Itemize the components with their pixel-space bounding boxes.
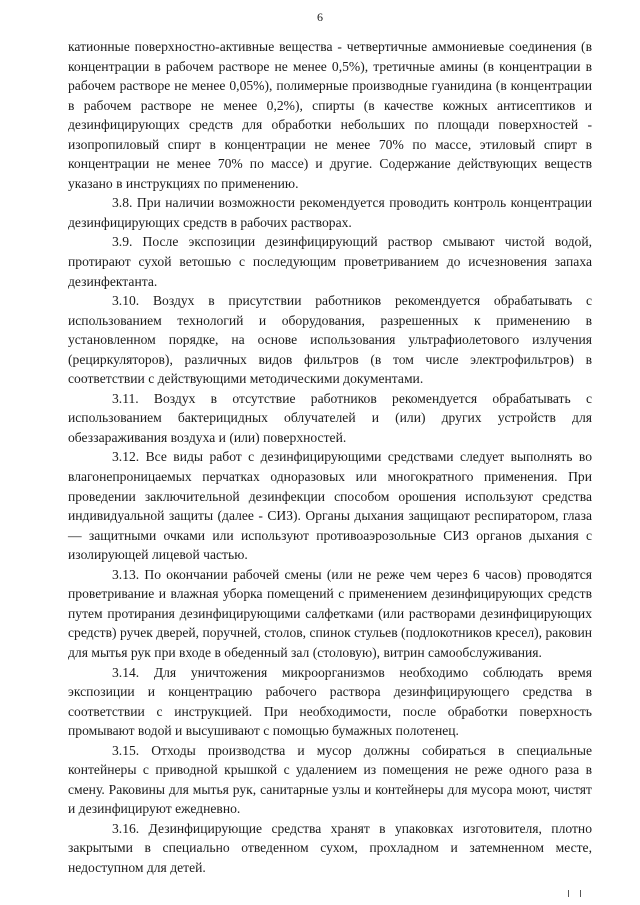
paragraph-3-13: 3.13. По окончании рабочей смены (или не реже чем через 6 часов) проводятся проветривание и влажная уборка помещений с применением дезинфицирующих средств путем протирания дезинфицирующими салфетками (или растворами дезинфицирующих средств) ручек дверей, поручней, столов, спинок стульев (подлокотников кресел), раковин для мытья рук при входе в обеденный зал (столовую), витрин самообслуживания. — [68, 566, 592, 660]
page-number: 6 — [317, 10, 323, 24]
paragraph-3-10: 3.10. Воздух в присутствии работников рекомендуется обрабатывать с использованием технологий и оборудования, разрешенных к применению в установленном порядке, на основе использования ультрафиолетового излучения (рециркуляторов), различных видов фильтров (в том числе электрофильтров) в соответствии с действующими методическими документами. — [68, 293, 592, 387]
paragraph-3-14: 3.14. Для уничтожения микроорганизмов необходимо соблюдать время экспозиции и концентрацию рабочего раствора дезинфицирующего средства в соответствии с инструкцией. При необходимости, после обработки поверхность промывают водой и высушивают с помощью бумажных полотенец. — [68, 664, 592, 739]
paragraph-continuation: катионные поверхностно-активные вещества - четвертичные аммониевые соединения (в концентрации в рабочем растворе не менее 0,5%), третичные амины (в концентрации в рабочем растворе не менее 0,05%), полимерные производные гуанидина (в концентрации в рабочем растворе не менее 0,2%), спирты (в качестве кожных антисептиков и дезинфицирующих средств для обработки небольших по площади поверхностей - изопропиловый спирт в концентрации не менее 70% по массе, этиловый спирт в концентрации не менее 70% по массе) и другие. Содержание действующих веществ указано в инструкциях по применению. — [68, 39, 592, 191]
paragraph-3-12: 3.12. Все виды работ с дезинфицирующими средствами следует выполнять во влагонепроницаемых перчатках одноразовых или многократного применения. При проведении заключительной дезинфекции способом орошения используют средства индивидуальной защиты (далее - СИЗ). Органы дыхания защищают респиратором, глаза — защитными очками или используют противоаэрозольные СИЗ органов дыхания с изолирующей лицевой частью. — [68, 449, 592, 563]
paragraph-3-11: 3.11. Воздух в отсутствие работников рекомендуется обрабатывать с использованием бактерицидных облучателей и (или) других устройств для обеззараживания воздуха и (или) поверхностей. — [68, 390, 592, 445]
paragraph-3-16: 3.16. Дезинфицирующие средства хранят в упаковках изготовителя, плотно закрытыми в специально отведенном сухом, прохладном и затемненном месте, недоступном для детей. — [68, 820, 592, 875]
paragraph-3-15: 3.15. Отходы производства и мусор должны собираться в специальные контейнеры с приводной крышкой с удалением из помещения не реже одного раза в смену. Раковины для мытья рук, санитарные узлы и контейнеры для мусора моют, чистят и дезинфицируют ежедневно. — [68, 742, 592, 817]
document-body — [68, 37, 592, 878]
scan-mark — [564, 890, 586, 898]
paragraph-3-9: 3.9. После экспозиции дезинфицирующий раствор смывают чистой водой, протирают сухой ветошью с последующим проветриванием до исчезновения запаха дезинфектанта. — [68, 234, 592, 289]
paragraph-3-8: 3.8. При наличии возможности рекомендуется проводить контроль концентрации дезинфицирующих средств в рабочих растворах. — [68, 195, 592, 230]
